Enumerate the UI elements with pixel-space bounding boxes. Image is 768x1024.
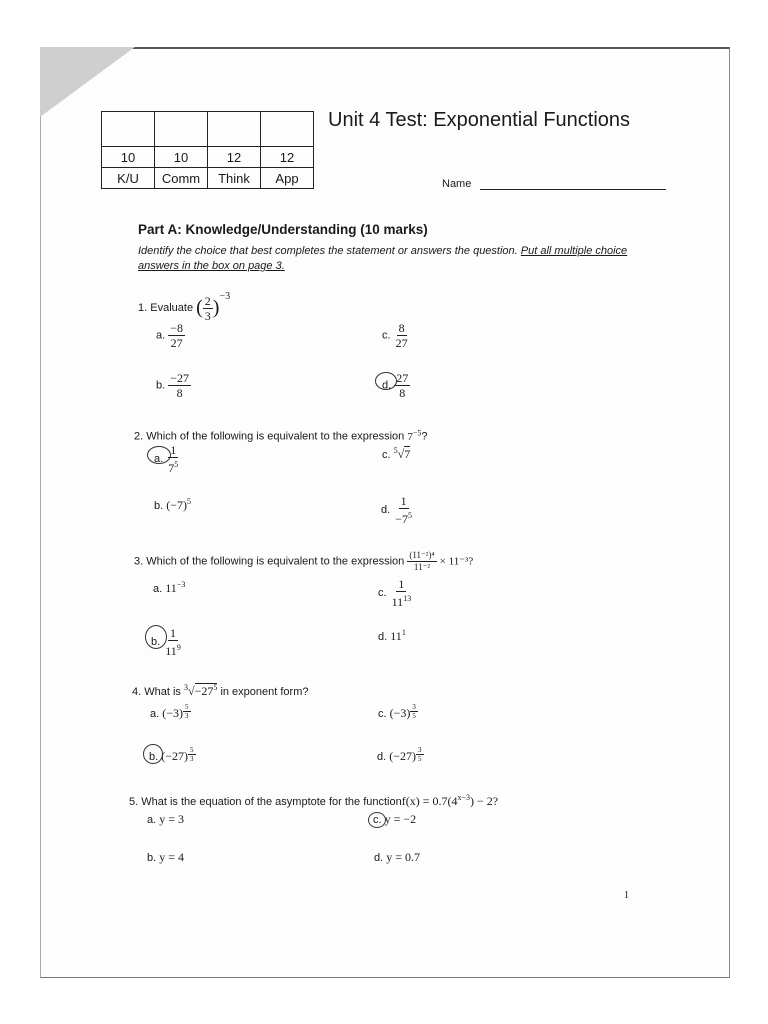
option-4c[interactable]: c. (−3) $\frac{3}{5}$ — [378, 703, 416, 720]
option-5b[interactable]: b. y = 4 — [147, 850, 185, 864]
marks-cell-ku — [102, 112, 155, 147]
marks-category: Comm — [155, 168, 208, 189]
option-1c[interactable]: c. $\frac{8}{27}$ — [382, 321, 408, 350]
marks-total: 12 — [261, 147, 314, 168]
option-5d[interactable]: d. y = 0.7 — [374, 850, 421, 864]
question-5: 5. What is the equation of the asymptote for the functionf(x) = $0.7(4^{x-3}) - 2$? — [129, 793, 499, 808]
question-1: 1. Evaluate ( $\frac{2}{3}$ )$^{-3}$ — [138, 291, 231, 323]
instructions-text: Identify the choice that best completes the statement or answers the question. — [138, 245, 518, 257]
option-3d[interactable]: d. $11^1$ — [378, 628, 406, 643]
marks-total: 10 — [155, 147, 208, 168]
option-3c[interactable]: c. $\frac{1}{11^{13}}$ — [378, 577, 412, 609]
question-stem: Evaluate — [150, 302, 194, 314]
answer-circle-mark — [147, 446, 171, 464]
marks-total: 10 — [102, 147, 155, 168]
question-4: 4. What is $^3√-27^5$ in exponent form? — [132, 683, 309, 698]
marks-category: K/U — [102, 168, 155, 189]
marks-cell-comm — [155, 112, 208, 147]
option-2a[interactable]: a. $\frac{1}{7^5}$ — [154, 443, 179, 475]
math-fraction: $\frac{2}{3}$ — [204, 293, 211, 323]
option-4a[interactable]: a. (−3) $\frac{5}{3}$ — [150, 703, 189, 720]
option-5c[interactable]: c. y = −2 — [373, 812, 417, 826]
marks-category: App — [261, 168, 314, 189]
question-number: 1. — [138, 302, 148, 314]
instructions-underlined: Put all multiple choice answers in the box on page 3. — [138, 245, 628, 272]
option-5a[interactable]: a. y = 3 — [147, 812, 185, 826]
name-field[interactable] — [480, 189, 666, 190]
part-a-instructions — [138, 244, 658, 274]
part-a-heading: Part A: Knowledge/Understanding (10 marks) — [138, 222, 428, 237]
marks-cell-app — [261, 112, 314, 147]
option-2c[interactable]: c. $^5$√7 — [382, 446, 411, 461]
option-1a[interactable]: a. $\frac{-8}{27}$ — [156, 321, 184, 350]
page-fold-corner — [40, 47, 135, 117]
option-1b[interactable]: b. $\frac{-27}{8}$ — [156, 371, 190, 400]
marks-table — [101, 111, 314, 189]
answer-circle-mark — [143, 744, 163, 764]
page-title: Unit 4 Test: Exponential Functions — [328, 109, 631, 131]
marks-category: Think — [208, 168, 261, 189]
option-3b[interactable]: b. $\frac{1}{11^9}$ — [151, 626, 181, 658]
page-number: 1 — [624, 890, 629, 901]
answer-circle-mark — [368, 812, 386, 828]
question-2: 2. Which of the following is equivalent to the expression $7^{-5}$? — [134, 428, 428, 443]
option-2d[interactable]: d. $\frac{1}{-7^5}$ — [381, 494, 413, 526]
name-label: Name — [442, 178, 472, 190]
option-2b[interactable]: b. $(-7)^5$ — [154, 497, 192, 512]
option-3a[interactable]: a. $11^{-3}$ — [153, 580, 186, 595]
marks-total: 12 — [208, 147, 261, 168]
option-4b[interactable]: b. (−27) $\frac{5}{3}$ — [149, 746, 194, 763]
question-3: 3. Which of the following is equivalent to the expression $\frac{\text{(11⁻²)⁴}}{\text{11⁻²}}$ × 11⁻³? — [134, 550, 474, 572]
answer-circle-mark — [375, 372, 397, 390]
option-1d[interactable]: d. $\frac{27}{8}$ — [382, 371, 409, 400]
marks-cell-think — [208, 112, 261, 147]
option-4d[interactable]: d. (−27) $\frac{3}{5}$ — [377, 746, 422, 763]
answer-circle-mark — [145, 625, 167, 649]
